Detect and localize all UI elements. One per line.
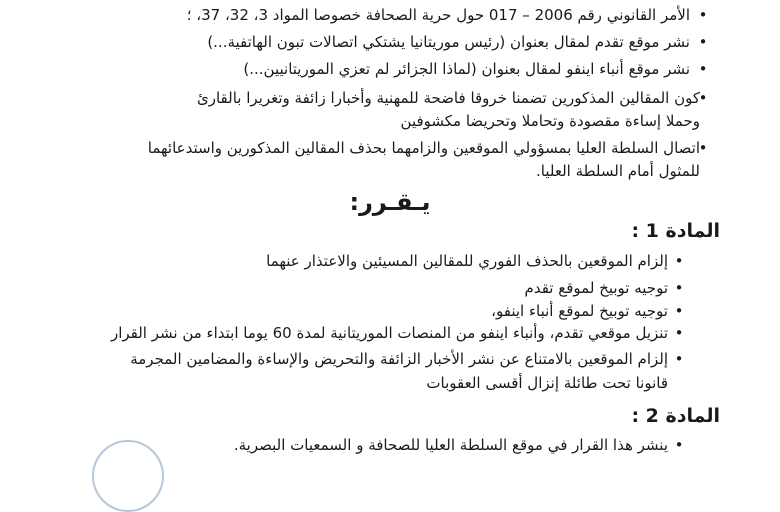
bullet: • bbox=[698, 33, 708, 51]
bullet: • bbox=[674, 350, 684, 368]
article-1-item: إلزام الموقعين بالحذف الفوري للمقالين المسيئين والاعتذار عنهما bbox=[266, 252, 668, 270]
bullet: • bbox=[674, 324, 684, 342]
consideration-line: الأمر القانوني رقم 2006 – 017 حول حرية الصحافة خصوصا المواد 3، 32، 37، ؛ bbox=[186, 6, 690, 24]
consideration-line: نشر موقع تقدم لمقال بعنوان (رئيس موريتانيا يشتكي اتصالات تبون الهاتفية...) bbox=[207, 33, 690, 51]
bullet: • bbox=[698, 89, 708, 107]
article-1-heading: المادة 1 : bbox=[631, 220, 720, 242]
bullet: • bbox=[674, 252, 684, 270]
article-1-item-continued: قانونا تحت طائلة إنزال أقسى العقوبات bbox=[426, 374, 668, 392]
consideration-line-continued: للمثول أمام السلطة العليا. bbox=[536, 162, 700, 180]
article-1-item: تنزيل موقعي تقدم، وأنباء اينفو من المنصات الموريتانية لمدة 60 يوما ابتداء من نشر القرار bbox=[110, 324, 668, 342]
article-1-item: توجيه توبيخ لموقع تقدم bbox=[524, 279, 668, 297]
article-2-heading: المادة 2 : bbox=[631, 405, 720, 427]
article-1-item: توجيه توبيخ لموقع أنباء اينفو، bbox=[491, 302, 668, 320]
official-stamp-seal bbox=[92, 440, 164, 512]
consideration-line: نشر موقع أنباء اينفو لمقال بعنوان (لماذا الجزائر لم تعزي الموريتانيين...) bbox=[243, 60, 690, 78]
consideration-line: كون المقالين المذكورين تضمنا خروقا فاضحة للمهنية وأخبارا زائفة وتغريرا بالقارئ bbox=[197, 89, 700, 107]
article-1-item: إلزام الموقعين بالامتناع عن نشر الأخبار الزائفة والتحريض والإساءة والمضامين المجرمة bbox=[130, 350, 668, 368]
bullet: • bbox=[698, 60, 708, 78]
consideration-line: اتصال السلطة العليا بمسؤولي الموقعين والزامهما بحذف المقالين المذكورين واستدعائهما bbox=[147, 139, 700, 157]
bullet: • bbox=[674, 436, 684, 454]
bullet: • bbox=[674, 302, 684, 320]
consideration-line-continued: وحملا إساءة مقصودة وتحاملا وتحريضا مكشوفين bbox=[400, 112, 700, 130]
bullet: • bbox=[698, 6, 708, 24]
bullet: • bbox=[698, 139, 708, 157]
bullet: • bbox=[674, 279, 684, 297]
article-2-item: ينشر هذا القرار في موقع السلطة العليا للصحافة و السمعيات البصرية. bbox=[233, 436, 668, 454]
decree-heading: يـقـرر: bbox=[349, 188, 431, 216]
